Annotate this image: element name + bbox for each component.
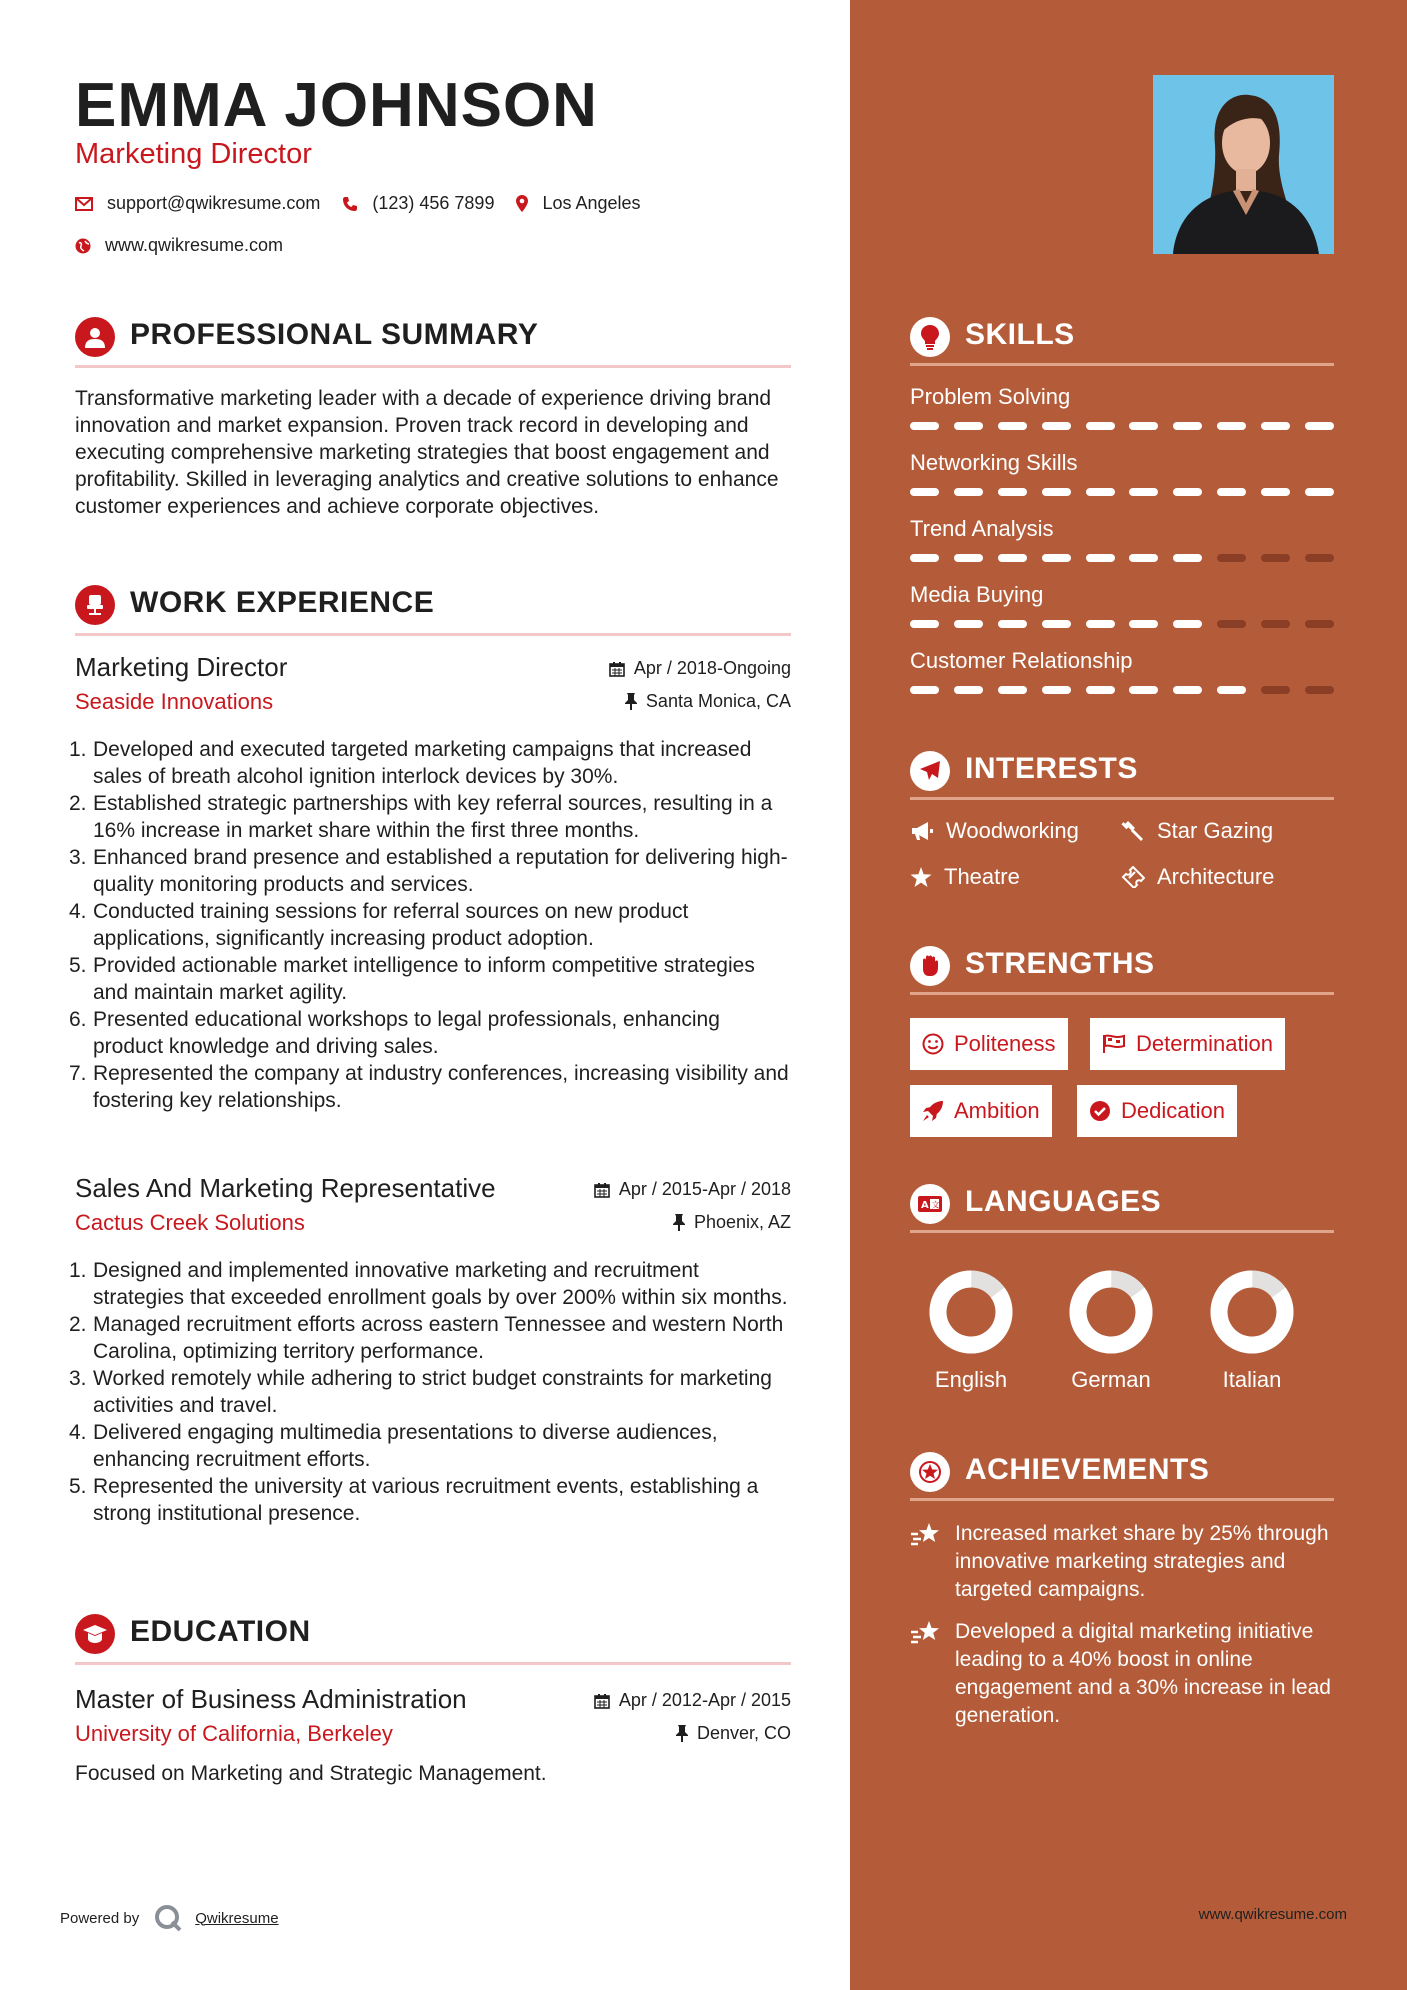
school-name: University of California, Berkeley [75, 1721, 393, 1746]
skill-rating-bar [910, 620, 1334, 628]
skill-name: Problem Solving [910, 384, 1071, 409]
smile-icon [922, 1033, 944, 1055]
list-item: 5. Provided actionable market intelligence to inform competitive strategies and maintain market agility. [69, 954, 755, 1004]
skill-item [910, 516, 1334, 542]
donut-fill [1065, 1266, 1157, 1358]
skill-rating-segment [954, 488, 983, 496]
skill-rating-segment [1305, 422, 1334, 430]
summary-section-header [75, 312, 791, 368]
job-company: Seaside Innovations [75, 689, 274, 714]
pushpin-icon [673, 1214, 685, 1231]
language-donut [911, 1262, 1031, 1362]
pushpin-icon [625, 693, 637, 710]
list-item: 2. Managed recruitment efforts across eastern Tennessee and western North Carolina, optimizing territory performance. [69, 1313, 784, 1363]
job-responsibilities [69, 1257, 791, 1527]
language-icon [910, 1184, 950, 1224]
skill-rating-segment [1305, 620, 1334, 628]
contact-website[interactable] [75, 235, 283, 256]
language-name: German [1071, 1367, 1151, 1392]
envelope-icon [75, 197, 93, 211]
skill-rating-segment [1261, 620, 1290, 628]
list-item: 2. Established strategic partnerships with key referral sources, resulting in a 16% increase in market share within the first three months. [69, 792, 773, 842]
interest-label: Star Gazing [1157, 818, 1274, 843]
shooting-star-icon [910, 1522, 942, 1550]
chair-icon [75, 585, 115, 625]
skill-rating-segment [1042, 620, 1071, 628]
flag-icon [1102, 1034, 1126, 1054]
education-date-text: Apr / 2012-Apr / 2015 [618, 1690, 791, 1710]
skill-rating-segment [1129, 422, 1158, 430]
star-icon [910, 867, 932, 888]
rocket-icon [922, 1100, 944, 1122]
education-location [676, 1723, 791, 1744]
skill-rating-segment [998, 686, 1027, 694]
skill-rating-segment [954, 620, 983, 628]
interest-item [1121, 864, 1274, 890]
job-title: Marketing Director [75, 652, 288, 682]
contact-row-2 [75, 235, 305, 256]
skill-rating-segment [910, 686, 939, 694]
user-icon [75, 317, 115, 357]
check-circle-icon [1089, 1100, 1111, 1122]
job-location [625, 691, 791, 712]
list-item: 6. Presented educational workshops to legal professionals, enhancing product knowledge and driving sales. [69, 1008, 720, 1058]
strength-label: Ambition [954, 1098, 1040, 1123]
powered-by-text: Powered by [60, 1909, 140, 1927]
skill-rating-bar [910, 488, 1334, 496]
language-item [911, 1262, 1031, 1392]
skill-rating-segment [954, 422, 983, 430]
skill-rating-segment [1086, 554, 1115, 562]
contact-email[interactable] [75, 193, 320, 214]
graduation-icon [75, 1614, 115, 1654]
interest-item [910, 864, 1020, 890]
interest-item [1121, 818, 1273, 844]
skill-rating-segment [1042, 488, 1071, 496]
candidate-role: Marketing Director [75, 138, 312, 170]
skill-rating-segment [1173, 422, 1202, 430]
education-date [594, 1690, 791, 1711]
achievement-text: Increased market share by 25% through innovative marketing strategies and targeted campaigns. [955, 1522, 1329, 1601]
lightbulb-icon [910, 317, 950, 357]
skill-rating-segment [1173, 620, 1202, 628]
skill-rating-segment [910, 554, 939, 562]
skill-rating-segment [1173, 686, 1202, 694]
skills-section-header [910, 312, 1334, 366]
email-text: support@qwikresume.com [107, 193, 321, 213]
skill-rating-segment [1217, 620, 1246, 628]
skill-rating-segment [1305, 554, 1334, 562]
skill-rating-segment [1173, 554, 1202, 562]
job-location-text: Phoenix, AZ [693, 1212, 791, 1232]
contact-phone[interactable] [342, 193, 494, 214]
skill-rating-segment [1261, 488, 1290, 496]
skill-rating-segment [1217, 488, 1246, 496]
skill-item [910, 648, 1334, 674]
strengths-section-header [910, 941, 1334, 995]
map-marker-icon [516, 195, 528, 212]
skill-rating-segment [998, 422, 1027, 430]
skill-rating-segment [998, 488, 1027, 496]
strengths-title: STRENGTHS [965, 947, 1155, 980]
qwikresume-logo-icon [153, 1903, 183, 1933]
skill-item [910, 450, 1334, 476]
profile-photo [1153, 75, 1334, 254]
list-item: 7. Represented the company at industry conferences, increasing visibility and fostering key relationships. [69, 1062, 789, 1112]
job-responsibilities [69, 736, 791, 1114]
skill-item [910, 582, 1334, 608]
job-entry [69, 1173, 791, 1573]
interests-section-header [910, 746, 1334, 800]
phone-icon [342, 196, 358, 212]
language-donut [1051, 1262, 1171, 1362]
calendar-icon [594, 1693, 610, 1709]
skill-rating-segment [1261, 554, 1290, 562]
achievements-title: ACHIEVEMENTS [965, 1453, 1210, 1486]
paper-plane-icon [910, 751, 950, 791]
strength-badge [910, 1085, 1052, 1137]
job-date [609, 658, 791, 679]
skill-rating-segment [1217, 554, 1246, 562]
fist-icon [910, 946, 950, 986]
contact-row [75, 193, 663, 214]
skill-rating-segment [1129, 686, 1158, 694]
skill-rating-bar [910, 554, 1334, 562]
skill-rating-segment [1305, 686, 1334, 694]
skill-rating-bar [910, 422, 1334, 430]
languages-section-header [910, 1179, 1334, 1233]
skill-rating-segment [1086, 686, 1115, 694]
bullhorn-icon [910, 821, 934, 841]
skill-rating-segment [1261, 422, 1290, 430]
skill-name: Customer Relationship [910, 648, 1133, 673]
summary-text: Transformative marketing leader with a decade of experience driving brand innovation and market expansion. Proven track record in developing and executing comprehensive marketing strategies that boost engagement and profitability. Skilled in leveraging analytics and creative solutions to enhance customer experiences and achieve corporate objectives. [75, 387, 779, 518]
skill-rating-segment [910, 620, 939, 628]
language-name: English [934, 1367, 1008, 1392]
skill-rating-segment [1086, 620, 1115, 628]
skill-rating-segment [1042, 554, 1071, 562]
language-item [1192, 1262, 1312, 1392]
language-donut [1192, 1262, 1312, 1362]
donut-fill [925, 1266, 1017, 1358]
interest-label: Theatre [944, 864, 1020, 889]
interest-label: Woodworking [946, 818, 1079, 843]
calendar-icon [594, 1182, 610, 1198]
job-date-text: Apr / 2018-Ongoing [633, 658, 791, 678]
skill-rating-segment [1042, 686, 1071, 694]
candidate-name: EMMA JOHNSON [75, 71, 598, 140]
list-item: 4. Conducted training sessions for referral sources on new product applications, significantly increasing product adoption. [69, 900, 689, 950]
job-entry [69, 652, 791, 1142]
strength-label: Dedication [1121, 1098, 1225, 1123]
skill-rating-segment [910, 488, 939, 496]
skill-rating-segment [910, 422, 939, 430]
skill-rating-segment [1261, 686, 1290, 694]
list-item: 3. Enhanced brand presence and established a reputation for delivering high-quality monitoring products and services. [69, 846, 788, 896]
education-section-header [75, 1609, 791, 1665]
education-location-text: Denver, CO [696, 1723, 791, 1743]
skill-rating-bar [910, 686, 1334, 694]
language-name: Italian [1222, 1367, 1282, 1392]
interests-title: INTERESTS [965, 752, 1138, 785]
skill-rating-segment [1217, 422, 1246, 430]
strength-label: Politeness [954, 1031, 1056, 1056]
interest-item [910, 818, 1079, 844]
skill-rating-segment [998, 620, 1027, 628]
skill-name: Trend Analysis [910, 516, 1054, 541]
footer-site[interactable]: www.qwikresume.com [1198, 1906, 1347, 1923]
skill-rating-segment [1086, 422, 1115, 430]
skills-title: SKILLS [965, 318, 1075, 351]
strength-badge [910, 1018, 1068, 1070]
pushpin-icon [676, 1725, 688, 1742]
skill-rating-segment [1173, 488, 1202, 496]
degree-title: Master of Business Administration [75, 1684, 467, 1714]
svg-text:A: A [921, 1200, 929, 1211]
strength-label: Determination [1136, 1031, 1273, 1056]
skill-rating-segment [1129, 554, 1158, 562]
strength-badge [1090, 1018, 1285, 1070]
skill-rating-segment [1086, 488, 1115, 496]
skill-rating-segment [1042, 422, 1071, 430]
shooting-star-icon [910, 1620, 942, 1648]
skill-name: Networking Skills [910, 450, 1078, 475]
summary-title: PROFESSIONAL SUMMARY [130, 318, 539, 351]
job-title: Sales And Marketing Representative [75, 1173, 496, 1203]
skill-rating-segment [1129, 488, 1158, 496]
job-date [594, 1179, 791, 1200]
phone-text: (123) 456 7899 [372, 193, 495, 213]
svg-text:文: 文 [931, 1200, 940, 1210]
job-date-text: Apr / 2015-Apr / 2018 [618, 1179, 791, 1199]
website-text: www.qwikresume.com [105, 235, 284, 255]
interest-label: Architecture [1157, 864, 1275, 889]
skill-name: Media Buying [910, 582, 1044, 607]
strength-badge [1077, 1085, 1237, 1137]
languages-title: LANGUAGES [965, 1185, 1162, 1218]
skill-rating-segment [954, 554, 983, 562]
language-item [1051, 1262, 1171, 1392]
job-location [673, 1212, 791, 1233]
list-item: 4. Delivered engaging multimedia presentations to diverse audiences, enhancing recruitment efforts. [69, 1421, 718, 1471]
skill-rating-segment [954, 686, 983, 694]
experience-title: WORK EXPERIENCE [130, 586, 435, 619]
skill-rating-segment [998, 554, 1027, 562]
brand-link[interactable]: Qwikresume [195, 1909, 279, 1927]
list-item: 3. Worked remotely while adhering to strict budget constraints for marketing activities and travel. [69, 1367, 772, 1417]
list-item: 1. Designed and implemented innovative marketing and recruitment strategies that exceeded enrollment goals by over 200% within six months. [69, 1259, 788, 1309]
donut-fill [1206, 1266, 1298, 1358]
contact-location [516, 193, 640, 214]
list-item: 5. Represented the university at various recruitment events, establishing a strong institutional presence. [69, 1475, 759, 1525]
skill-item [910, 384, 1334, 410]
skill-rating-segment [1305, 488, 1334, 496]
job-company: Cactus Creek Solutions [75, 1210, 305, 1235]
achievements-section-header [910, 1447, 1334, 1501]
location-text: Los Angeles [542, 193, 641, 213]
footer-powered-by [60, 1903, 279, 1933]
calendar-icon [609, 661, 625, 677]
list-item: 1. Developed and executed targeted marketing campaigns that increased sales of breath alcohol ignition interlock devices by 30%. [69, 738, 752, 788]
gavel-icon [1121, 820, 1145, 842]
award-icon [910, 1452, 950, 1492]
skill-rating-segment [1129, 620, 1158, 628]
education-note: Focused on Marketing and Strategic Management. [75, 1762, 547, 1785]
education-title: EDUCATION [130, 1615, 311, 1648]
experience-section-header [75, 580, 791, 636]
globe-icon [75, 238, 91, 254]
education-entry [75, 1684, 791, 1794]
skill-rating-segment [1217, 686, 1246, 694]
ticket-icon [1121, 866, 1145, 888]
achievement-text: Developed a digital marketing initiative leading to a 40% boost in online engagement and a 30% increase in lead generation. [955, 1620, 1331, 1727]
job-location-text: Santa Monica, CA [645, 691, 791, 711]
